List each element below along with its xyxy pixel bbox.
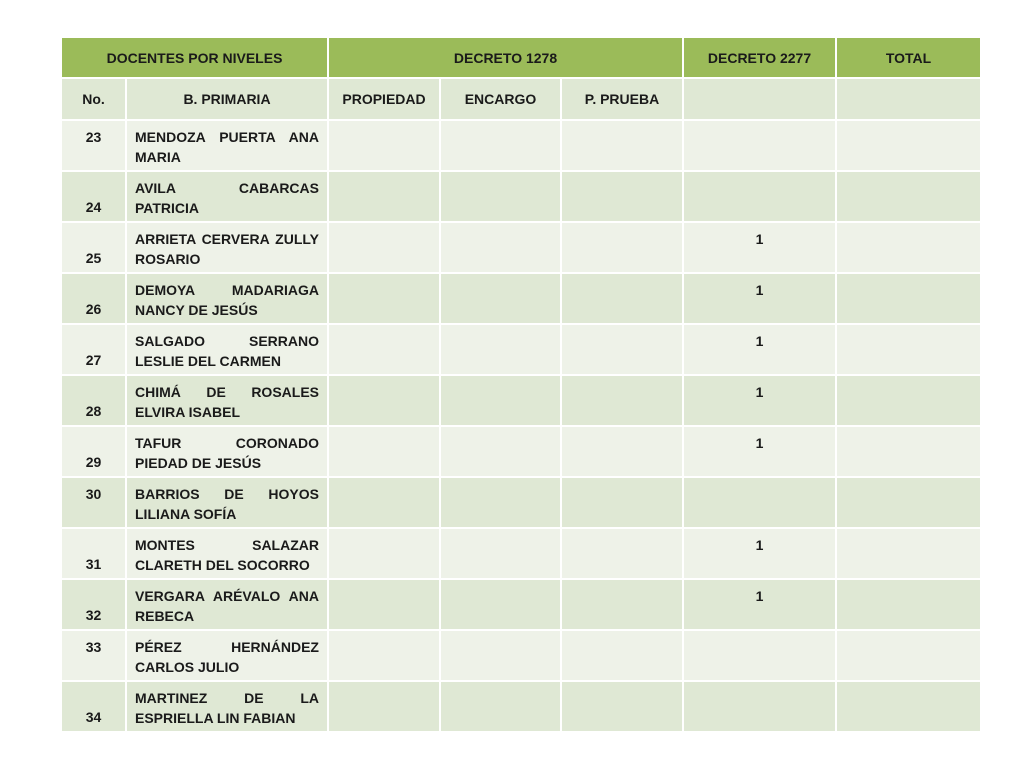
propiedad-cell	[328, 579, 440, 630]
decreto-2277-cell	[683, 120, 836, 171]
table-row	[61, 630, 981, 681]
propiedad-cell	[328, 477, 440, 528]
propiedad-cell	[328, 120, 440, 171]
encargo-cell	[440, 528, 561, 579]
row-number: 23	[61, 120, 126, 171]
total-cell	[836, 375, 981, 426]
prueba-cell	[561, 324, 683, 375]
propiedad-cell	[328, 528, 440, 579]
total-cell	[836, 222, 981, 273]
total-cell	[836, 426, 981, 477]
propiedad-cell	[328, 681, 440, 732]
encargo-cell	[440, 477, 561, 528]
row-number: 25	[61, 222, 126, 273]
prueba-cell	[561, 375, 683, 426]
encargo-cell	[440, 273, 561, 324]
subheader-prueba: P. PRUEBA	[561, 78, 683, 120]
prueba-cell	[561, 426, 683, 477]
teacher-name: CHIMÁ DE ROSALES ELVIRA ISABEL	[126, 375, 328, 426]
prueba-cell	[561, 477, 683, 528]
prueba-cell	[561, 630, 683, 681]
decreto-2277-cell	[683, 477, 836, 528]
prueba-cell	[561, 120, 683, 171]
row-number: 26	[61, 273, 126, 324]
teacher-name: MONTES SALAZAR CLARETH DEL SOCORRO	[126, 528, 328, 579]
row-number: 34	[61, 681, 126, 732]
teacher-name: AVILA CABARCAS PATRICIA	[126, 171, 328, 222]
teacher-name: TAFUR CORONADO PIEDAD DE JESÚS	[126, 426, 328, 477]
subheader-decreto-2277-empty	[683, 78, 836, 120]
header-row	[61, 37, 981, 78]
propiedad-cell	[328, 273, 440, 324]
propiedad-cell	[328, 630, 440, 681]
decreto-2277-cell	[683, 681, 836, 732]
row-number: 27	[61, 324, 126, 375]
prueba-cell	[561, 681, 683, 732]
subheader-propiedad: PROPIEDAD	[328, 78, 440, 120]
encargo-cell	[440, 426, 561, 477]
decreto-2277-cell: 1	[683, 222, 836, 273]
teacher-name: BARRIOS DE HOYOS LILIANA SOFÍA	[126, 477, 328, 528]
row-number: 33	[61, 630, 126, 681]
decreto-2277-cell: 1	[683, 273, 836, 324]
table-row	[61, 375, 981, 426]
total-cell	[836, 120, 981, 171]
encargo-cell	[440, 375, 561, 426]
table-row	[61, 324, 981, 375]
docentes-table	[60, 36, 982, 733]
subheader-primaria: B. PRIMARIA	[126, 78, 328, 120]
decreto-2277-cell: 1	[683, 579, 836, 630]
decreto-2277-cell	[683, 630, 836, 681]
decreto-2277-cell: 1	[683, 528, 836, 579]
table-row	[61, 579, 981, 630]
encargo-cell	[440, 324, 561, 375]
header-docentes-por-niveles: DOCENTES POR NIVELES	[61, 37, 328, 78]
total-cell	[836, 324, 981, 375]
teacher-name: MENDOZA PUERTA ANA MARIA	[126, 120, 328, 171]
table-row	[61, 426, 981, 477]
teacher-name: ARRIETA CERVERA ZULLY ROSARIO	[126, 222, 328, 273]
table-row	[61, 171, 981, 222]
encargo-cell	[440, 120, 561, 171]
total-cell	[836, 273, 981, 324]
teacher-name: MARTINEZ DE LA ESPRIELLA LIN FABIAN	[126, 681, 328, 732]
teacher-name: SALGADO SERRANO LESLIE DEL CARMEN	[126, 324, 328, 375]
propiedad-cell	[328, 426, 440, 477]
header-decreto-1278: DECRETO 1278	[328, 37, 683, 78]
subheader-row	[61, 78, 981, 120]
teacher-name: PÉREZ HERNÁNDEZ CARLOS JULIO	[126, 630, 328, 681]
propiedad-cell	[328, 222, 440, 273]
encargo-cell	[440, 681, 561, 732]
table-row	[61, 273, 981, 324]
total-cell	[836, 681, 981, 732]
propiedad-cell	[328, 324, 440, 375]
row-number: 31	[61, 528, 126, 579]
table-row	[61, 120, 981, 171]
total-cell	[836, 579, 981, 630]
total-cell	[836, 630, 981, 681]
subheader-no: No.	[61, 78, 126, 120]
row-number: 24	[61, 171, 126, 222]
encargo-cell	[440, 630, 561, 681]
prueba-cell	[561, 579, 683, 630]
propiedad-cell	[328, 171, 440, 222]
decreto-2277-cell: 1	[683, 375, 836, 426]
row-number: 32	[61, 579, 126, 630]
table-row	[61, 477, 981, 528]
header-total: TOTAL	[836, 37, 981, 78]
encargo-cell	[440, 171, 561, 222]
teacher-name: VERGARA ARÉVALO ANA REBECA	[126, 579, 328, 630]
table-row	[61, 681, 981, 732]
total-cell	[836, 477, 981, 528]
decreto-2277-cell	[683, 171, 836, 222]
subheader-encargo: ENCARGO	[440, 78, 561, 120]
encargo-cell	[440, 579, 561, 630]
encargo-cell	[440, 222, 561, 273]
row-number: 29	[61, 426, 126, 477]
row-number: 30	[61, 477, 126, 528]
total-cell	[836, 528, 981, 579]
row-number: 28	[61, 375, 126, 426]
prueba-cell	[561, 171, 683, 222]
prueba-cell	[561, 273, 683, 324]
table-row	[61, 528, 981, 579]
header-decreto-2277: DECRETO 2277	[683, 37, 836, 78]
subheader-total-empty	[836, 78, 981, 120]
prueba-cell	[561, 222, 683, 273]
table-row	[61, 222, 981, 273]
decreto-2277-cell: 1	[683, 426, 836, 477]
total-cell	[836, 171, 981, 222]
decreto-2277-cell: 1	[683, 324, 836, 375]
prueba-cell	[561, 528, 683, 579]
propiedad-cell	[328, 375, 440, 426]
teacher-name: DEMOYA MADARIAGA NANCY DE JESÚS	[126, 273, 328, 324]
